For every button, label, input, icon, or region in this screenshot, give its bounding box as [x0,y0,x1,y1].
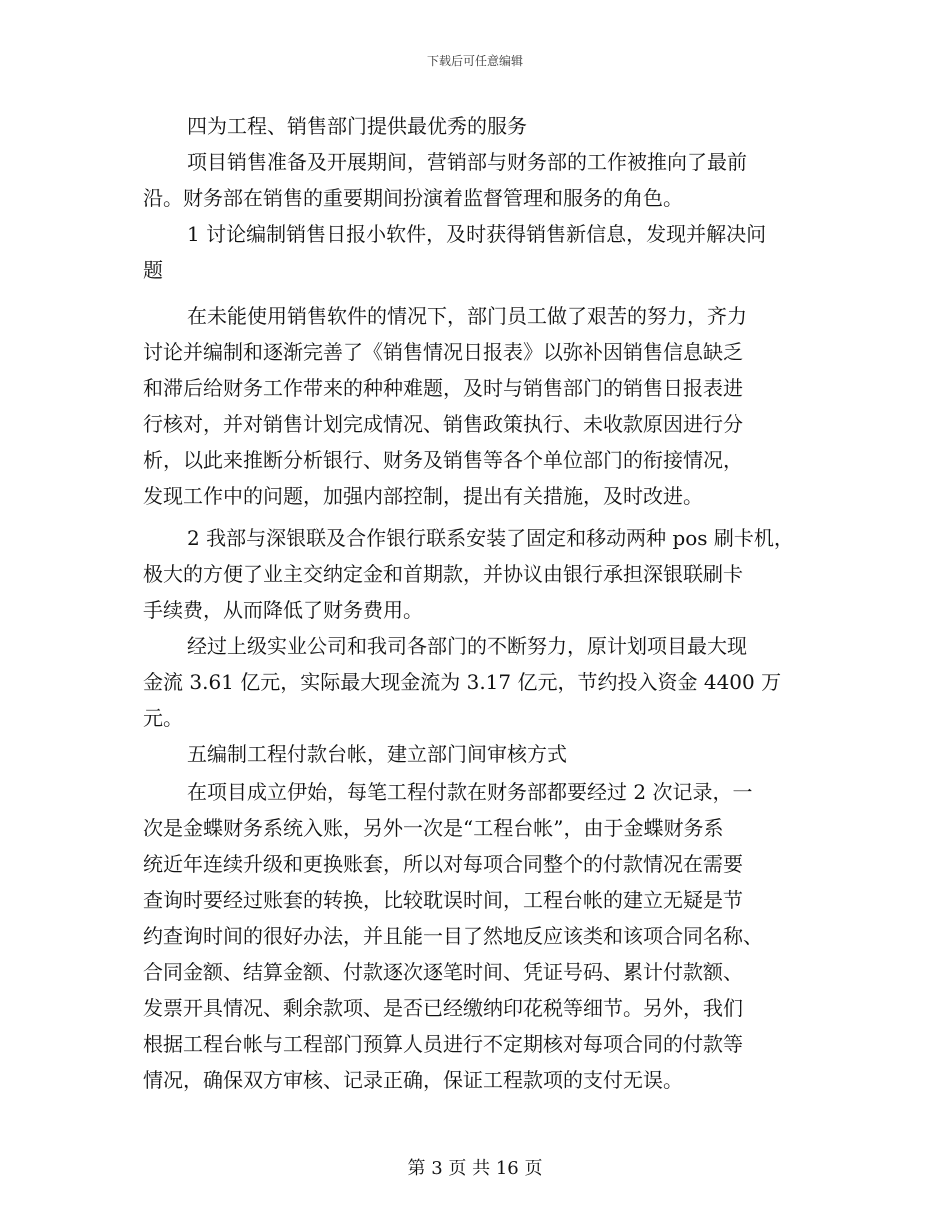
text-line: 约查询时间的很好办法，并且能一目了然地反应该类和该项合同名称、 [143,924,763,948]
text-line: 极大的方便了业主交纳定金和首期款，并协议由银行承担深银联刷卡 [143,562,743,586]
text-line: 和滞后给财务工作带来的种种难题，及时与销售部门的销售日报表进 [143,376,743,400]
text-line: 发票开具情况、剩余款项、是否已经缴纳印花税等细节。另外，我们 [143,996,743,1020]
text-line: 金流 3.61 亿元，实际最大现金流为 3.17 亿元，节约投入资金 4400 万 [143,670,782,694]
text-line: 项目销售准备及开展期间，营销部与财务部的工作被推向了最前 [187,150,747,174]
text-line: 经过上级实业公司和我司各部门的不断努力，原计划项目最大现 [187,634,747,658]
section-heading: 四为工程、销售部门提供最优秀的服务 [187,114,527,138]
text-line: 行核对，并对销售计划完成情况、销售政策执行、未收款原因进行分 [143,412,743,436]
section-heading: 五编制工程付款台帐，建立部门间审核方式 [187,742,567,766]
text-line: 统近年连续升级和更换账套，所以对每项合同整个的付款情况在需要 [143,852,743,876]
text-line: 合同金额、结算金额、付款逐次逐笔时间、凭证号码、累计付款额、 [143,960,743,984]
text-line: 析，以此来推断分析银行、财务及销售等各个单位部门的衔接情况， [143,448,743,472]
text-line: 2 我部与深银联及合作银行联系安装了固定和移动两种 pos 刷卡机， [187,526,794,550]
text-line: 1 讨论编制销售日报小软件，及时获得销售新信息，发现并解决问 [187,222,767,246]
text-line: 次是金蝶财务系统入账，另外一次是“工程台帐”，由于金蝶财务系 [143,816,724,840]
text-line: 根据工程台帐与工程部门预算人员进行不定期核对每项合同的付款等 [143,1032,743,1056]
text-line: 在项目成立伊始，每笔工程付款在财务部都要经过 2 次记录，一 [187,780,753,804]
text-line: 讨论并编制和逐渐完善了《销售情况日报表》以弥补因销售信息缺乏 [143,340,743,364]
text-line: 手续费，从而降低了财务费用。 [143,598,423,622]
text-line: 查询时要经过账套的转换，比较耽误时间，工程台帐的建立无疑是节 [143,888,743,912]
text-line: 沿。财务部在销售的重要期间扮演着监督管理和服务的角色。 [143,186,683,210]
text-line: 在未能使用销售软件的情况下，部门员工做了艰苦的努力，齐力 [187,304,747,328]
text-line: 元。 [143,706,183,730]
page-header: 下载后可任意编辑 [426,54,523,68]
text-line: 情况，确保双方审核、记录正确，保证工程款项的支付无误。 [143,1068,683,1092]
text-line: 题 [143,258,163,282]
text-line: 发现工作中的问题，加强内部控制，提出有关措施，及时改进。 [143,484,703,508]
page-number: 第 3 页 共 16 页 [407,1158,543,1179]
